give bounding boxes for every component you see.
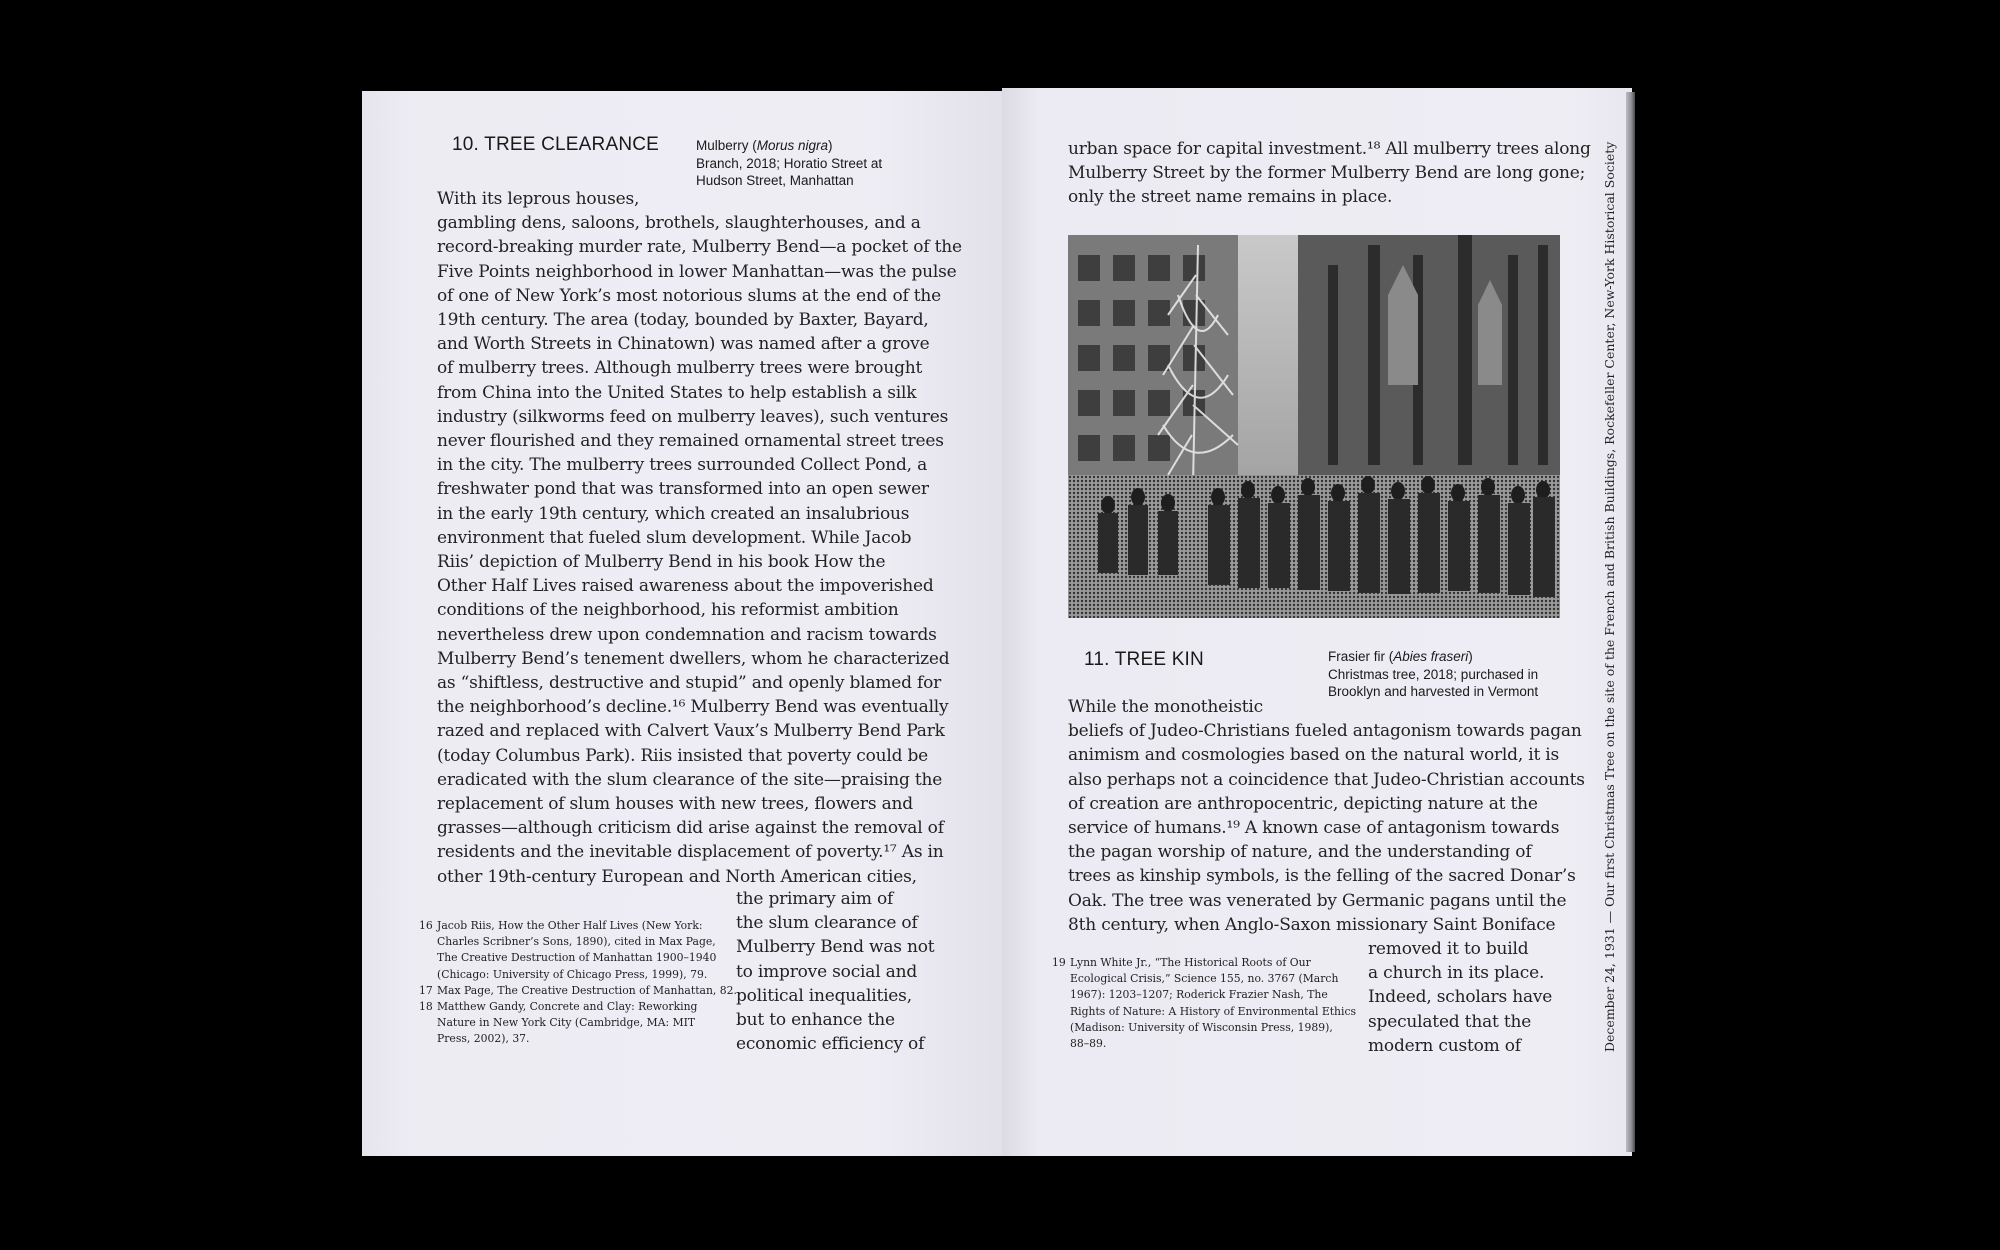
section-heading-tree-kin: 11. TREE KIN	[1084, 649, 1204, 670]
body-line: urban space for capital investment.¹⁸ All mulberry trees along	[1068, 139, 1591, 159]
footnote	[1052, 955, 1370, 1052]
vertical-photo-credit: December 24, 1931 — Our first Christmas Tree on the site of the French and British Buildings, Rockefeller Center, New-York Historical Society	[1602, 141, 1617, 1052]
body-line: the primary aim of	[736, 889, 894, 909]
caption-frasier-fir	[1328, 648, 1538, 701]
body-line: 19th century. The area (today, bounded by Baxter, Bayard,	[437, 310, 929, 331]
caption-text: Brooklyn and harvested in Vermont	[1328, 684, 1539, 699]
body-line: (today Columbus Park). Riis insisted that poverty could be	[437, 745, 929, 766]
footnote-number: 16	[419, 919, 433, 932]
footnote-line: 88–89.	[1070, 1037, 1107, 1051]
body-line: With its leprous houses,	[437, 189, 640, 209]
body-line: of mulberry trees. Although mulberry trees were brought	[437, 358, 923, 379]
right-top-text	[1068, 137, 1628, 210]
body-line: in the city. The mulberry trees surrounded Collect Pond, a	[437, 455, 928, 476]
body-line: residents and the inevitable displacement of poverty.¹⁷ As in	[437, 842, 944, 863]
body-line: speculated that the	[1368, 1011, 1532, 1032]
body-line: in the early 19th century, which created an insalubrious	[437, 503, 910, 524]
caption-text: Mulberry (	[696, 138, 757, 153]
body-line: the neighborhood’s decline.¹⁶ Mulberry Bend was eventually	[437, 697, 949, 718]
footnote-line: Press, 2002), 37.	[437, 1032, 530, 1046]
historical-photo-christmas-tree	[1068, 235, 1560, 618]
body-line: never flourished and they remained ornamental street trees	[437, 431, 944, 452]
body-line: the slum clearance of	[736, 913, 918, 934]
body-line: the pagan worship of nature, and the understanding of	[1068, 842, 1532, 863]
page-edge	[1626, 92, 1635, 1152]
body-line: eradicated with the slum clearance of the site—praising the	[437, 769, 943, 790]
body-line: Mulberry Bend’s tenement dwellers, whom he characterized	[437, 648, 950, 669]
body-line: Five Points neighborhood in lower Manhattan—was the pulse	[437, 261, 957, 282]
body-line: replacement of slum houses with new trees, flowers and	[437, 794, 913, 815]
body-line: nevertheless drew upon condemnation and racism towards	[437, 624, 937, 645]
body-line: animism and cosmologies based on the natural world, it is	[1068, 745, 1560, 766]
caption-text: Frasier fir (	[1328, 649, 1394, 664]
body-line: and Worth Streets in Chinatown) was named after a grove	[437, 334, 930, 355]
body-line: political inequalities,	[736, 985, 912, 1006]
caption-text: )	[1468, 649, 1473, 664]
caption-text: Hudson Street, Manhattan	[696, 173, 854, 188]
body-line: Oak. The tree was venerated by Germanic pagans until the	[1068, 890, 1567, 911]
footnote	[419, 983, 737, 999]
footnote-number: 18	[419, 1000, 433, 1014]
body-line: modern custom of	[1368, 1035, 1521, 1056]
body-line: Mulberry Street by the former Mulberry Bend are long gone;	[1068, 163, 1586, 184]
body-line: also perhaps not a coincidence that Judeo-Christian accounts	[1068, 769, 1585, 790]
body-line: grasses—although criticism did arise against the removal of	[437, 818, 944, 839]
body-line: of one of New York’s most notorious slums at the end of the	[437, 285, 942, 306]
body-line: freshwater pond that was transformed into an open sewer	[437, 479, 929, 500]
body-line: other 19th-century European and North American cities,	[437, 866, 917, 887]
body-line: trees as kinship symbols, is the felling of the sacred Donar’s	[1068, 866, 1576, 887]
body-line: of creation are anthropocentric, depicting nature at the	[1068, 793, 1538, 814]
body-line: economic efficiency of	[736, 1034, 925, 1055]
body-line: as “shiftless, destructive and stupid” and openly blamed for	[437, 673, 942, 694]
footnote	[419, 918, 717, 983]
footnote-line: 1967): 1203–1207; Roderick Frazier Nash, The	[1070, 988, 1328, 1002]
footnote-line: Matthew Gandy, Concrete and Clay: Reworking	[437, 1000, 698, 1014]
left-body-text	[437, 187, 962, 889]
section-heading-tree-clearance: 10. TREE CLEARANCE	[452, 134, 660, 155]
body-line: razed and replaced with Calvert Vaux’s Mulberry Bend Park	[437, 721, 945, 742]
left-body-tail	[736, 887, 966, 1056]
footnote	[419, 999, 707, 1048]
caption-text: )	[828, 138, 833, 153]
body-line: Other Half Lives raised awareness about the impoverished	[437, 576, 934, 597]
body-line: Riis’ depiction of Mulberry Bend in his book How the	[437, 552, 886, 573]
footnote-line: Max Page, The Creative Destruction of Manhattan, 82.	[437, 983, 737, 997]
body-line: service of humans.¹⁹ A known case of antagonism towards	[1068, 818, 1560, 839]
body-line: While the monotheistic	[1068, 697, 1263, 717]
footnote-line: (Chicago: University of Chicago Press, 1999), 79.	[437, 967, 708, 981]
footnote-line: Ecological Crisis,” Science 155, no. 3767 (March	[1070, 972, 1339, 986]
body-line: a church in its place.	[1368, 963, 1545, 984]
caption-latin-name: Morus nigra	[756, 138, 829, 153]
caption-text: Christmas tree, 2018; purchased in	[1328, 666, 1539, 682]
footnote-line: Nature in New York City (Cambridge, MA: MIT	[437, 1016, 696, 1030]
footnote-number: 19	[1052, 956, 1066, 969]
photo-illustration	[1068, 235, 1560, 618]
right-body-text	[1068, 695, 1628, 937]
left-footnotes	[419, 918, 737, 1048]
caption-mulberry	[696, 137, 882, 190]
body-line: from China into the United States to help establish a silk	[437, 382, 917, 403]
body-line: but to enhance the	[736, 1010, 895, 1031]
body-line: conditions of the neighborhood, his reformist ambition	[437, 600, 899, 621]
body-line: 8th century, when Anglo-Saxon missionary Saint Boniface	[1068, 914, 1556, 935]
body-line: beliefs of Judeo-Christians fueled antagonism towards pagan	[1068, 721, 1582, 742]
footnote-line: Jacob Riis, How the Other Half Lives (New York:	[437, 919, 703, 932]
footnote-number: 17	[419, 983, 433, 997]
footnote-line: Charles Scribner’s Sons, 1890), cited in Max Page,	[437, 935, 716, 949]
right-body-tail	[1368, 937, 1598, 1058]
caption-latin-name: Abies fraseri	[1393, 649, 1469, 664]
footnote-line: (Madison: University of Wisconsin Press, 1989),	[1070, 1020, 1333, 1034]
body-line: record-breaking murder rate, Mulberry Bend—a pocket of the	[437, 237, 962, 258]
footnote-line: Lynn White Jr., “The Historical Roots of Our	[1070, 956, 1311, 969]
footnote-line: The Creative Destruction of Manhattan 1900–1940	[437, 951, 717, 965]
body-line: gambling dens, saloons, brothels, slaughterhouses, and a	[437, 213, 921, 234]
body-line: only the street name remains in place.	[1068, 187, 1393, 208]
body-line: Indeed, scholars have	[1368, 987, 1553, 1008]
body-line: Mulberry Bend was not	[736, 937, 935, 958]
body-line: environment that fueled slum development. While Jacob	[437, 527, 912, 548]
body-line: removed it to build	[1368, 939, 1529, 959]
body-line: industry (silkworms feed on mulberry leaves), such ventures	[437, 406, 949, 427]
body-line: to improve social and	[736, 961, 917, 982]
caption-text: Branch, 2018; Horatio Street at	[696, 155, 883, 171]
right-footnotes	[1052, 955, 1370, 1052]
footnote-line: Rights of Nature: A History of Environmental Ethics	[1070, 1004, 1357, 1018]
